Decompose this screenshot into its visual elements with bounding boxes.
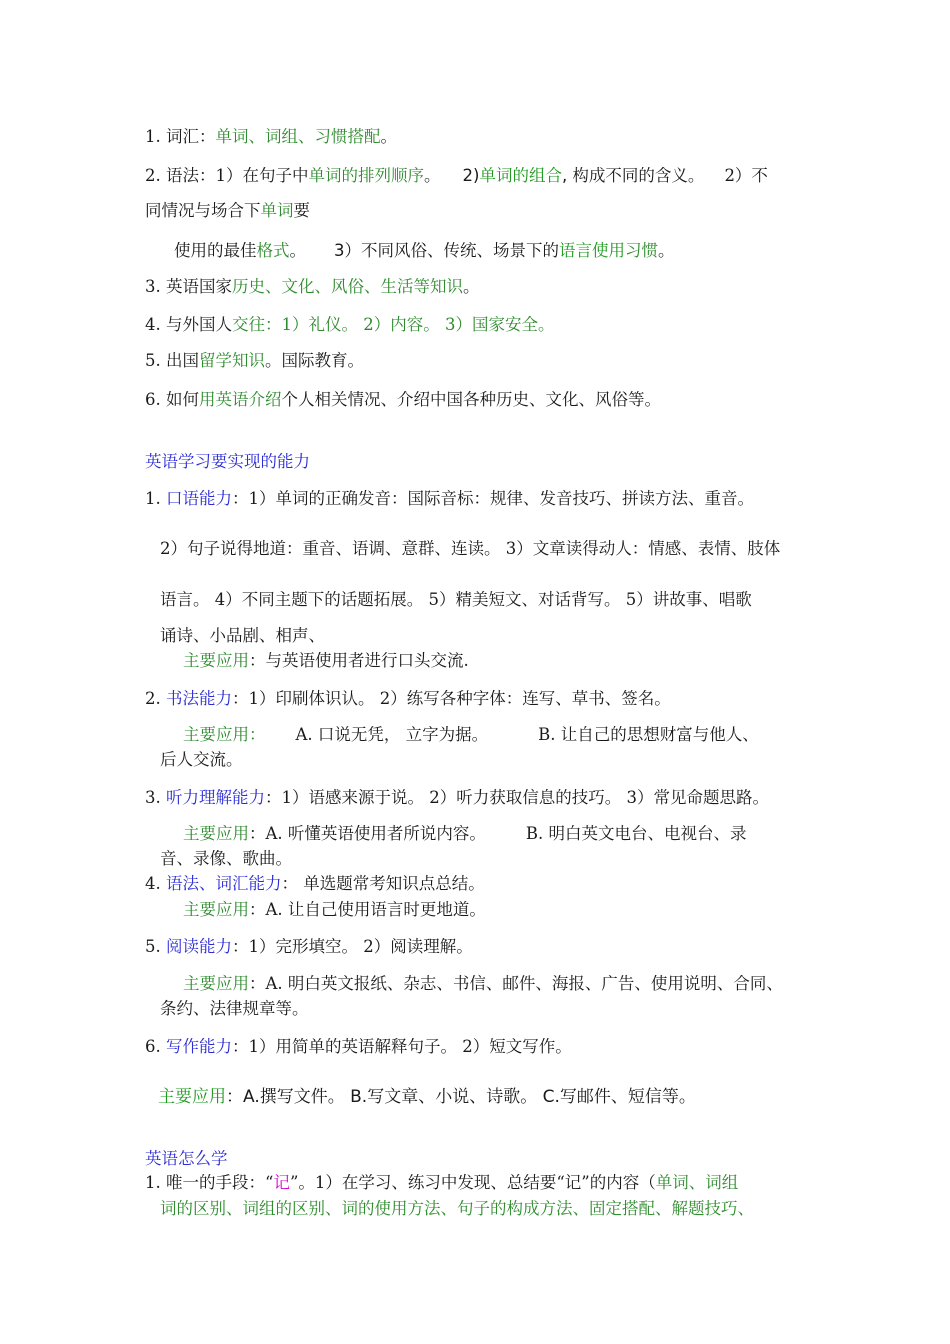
line-reading-app: 主要应用：A. 明白英文报纸、杂志、书信、邮件、海报、广告、使用说明、合同、	[183, 974, 783, 993]
line-study-abroad: 5. 出国留学知识。国际教育。	[145, 351, 364, 370]
line-listening: 3. 听力理解能力：1）语感来源于说。 2）听力获取信息的技巧。 3）常见命题思路。	[145, 788, 769, 807]
line-introduce: 6. 如何用英语介绍个人相关情况、介绍中国各种历史、文化、风俗等。	[145, 390, 661, 409]
line-speaking-2: 2）句子说得地道：重音、语调、意群、连读。 3）文章读得动人：情感、表情、肢体	[160, 539, 781, 558]
line-speaking-4: 诵诗、小品剧、相声、	[160, 626, 325, 645]
line-handwriting: 2. 书法能力：1）印刷体识认。 2）练写各种字体：连写、草书、签名。	[145, 689, 671, 708]
line-culture: 3. 英语国家历史、文化、风俗、生活等知识。	[145, 277, 480, 296]
line-writing: 6. 写作能力：1）用简单的英语解释句子。 2）短文写作。	[145, 1037, 572, 1056]
line-handwriting-3: 后人交流。	[160, 750, 243, 769]
line-speaking: 1. 口语能力：1）单词的正确发音：国际音标：规律、发音技巧、拼读方法、重音。	[145, 489, 754, 508]
line-vocab: 1. 词汇：单词、词组、习惯搭配。	[145, 127, 397, 146]
line-reading: 5. 阅读能力：1）完形填空。 2）阅读理解。	[145, 937, 473, 956]
line-listening-3: 音、录像、歌曲。	[160, 849, 292, 868]
line-writing-app: 主要应用：A.撰写文件。 B.写文章、小说、诗歌。 C.写邮件、短信等。	[158, 1087, 696, 1107]
line-communication: 4. 与外国人交往：1）礼仪。 2）内容。 3）国家安全。	[145, 315, 555, 334]
line-reading-3: 条约、法律规章等。	[160, 999, 309, 1018]
line-speaking-app: 主要应用：与英语使用者进行口头交流.	[183, 651, 469, 670]
line-grammar-vocab-app: 主要应用：A. 让自己使用语言时更地道。	[183, 900, 486, 919]
line-memorize-2: 词的区别、词组的区别、词的使用方法、句子的构成方法、固定搭配、解题技巧、	[160, 1199, 754, 1218]
line-grammar-vocab: 4. 语法、词汇能力： 单选题常考知识点总结。	[145, 874, 485, 893]
heading-abilities: 英语学习要实现的能力	[145, 452, 310, 471]
line-handwriting-app: 主要应用： A. 口说无凭， 立字为据。 B. 让自己的思想财富与他人、	[183, 725, 759, 744]
line-listening-app: 主要应用：A. 听懂英语使用者所说内容。 B. 明白英文电台、电视台、录	[183, 824, 747, 843]
line-grammar: 2. 语法：1）在句子中单词的排列顺序。 2)单词的组合, 构成不同的含义。 2）不	[145, 166, 768, 185]
line-grammar-cont: 同情况与场合下单词要	[145, 201, 310, 220]
line-speaking-3: 语言。 4）不同主题下的话题拓展。 5）精美短文、对话背写。 5）讲故事、唱歌	[160, 590, 752, 609]
heading-how-to-learn: 英语怎么学	[145, 1149, 228, 1168]
line-memorize: 1. 唯一的手段：“记”。1）在学习、练习中发现、总结要“记”的内容（单词、词组	[145, 1173, 739, 1192]
line-grammar-format: 使用的最佳格式。 3）不同风俗、传统、场景下的语言使用习惯。	[174, 241, 675, 260]
